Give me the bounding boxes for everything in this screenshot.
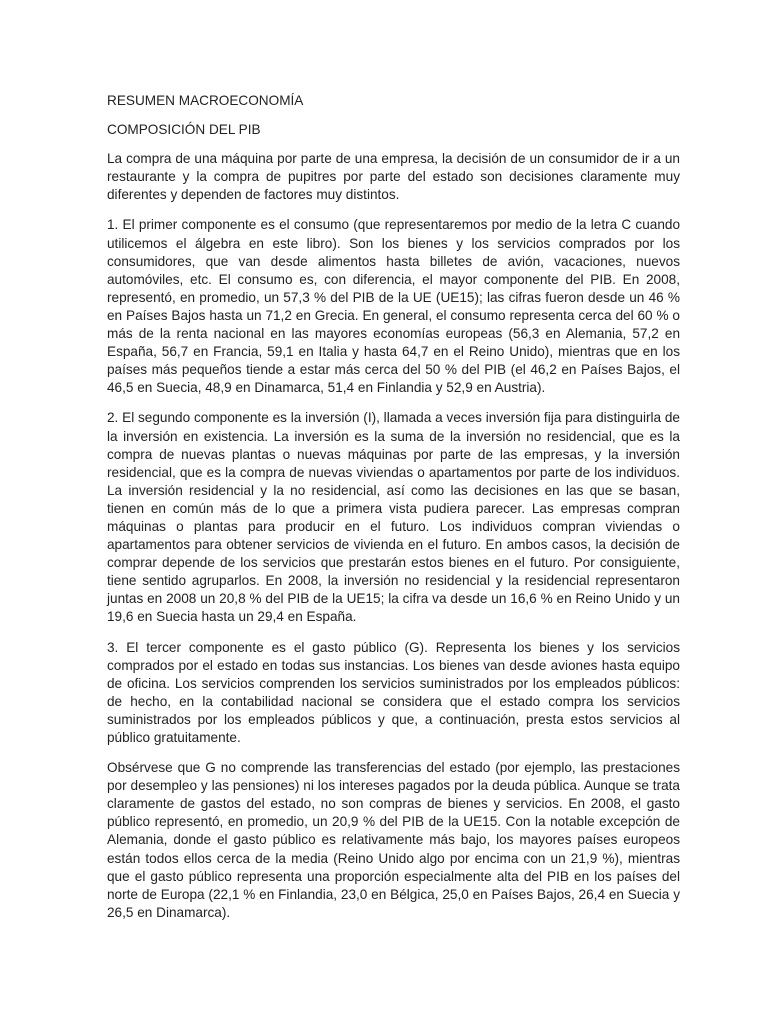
- section-heading: COMPOSICIÓN DEL PIB: [107, 122, 261, 138]
- paragraph-inversion: 2. El segundo componente es la inversión (I), llamada a veces inversión fija para distinguirla de la inversión en existencia. La inversión es la suma de la inversión no residencial, que es la compra de nuevas plantas o nuevas máquinas por parte de las empresas, y la inversión residencial, que es la compra de nuevas viviendas o apartamentos por parte de los individuos. La inversión residencial y la no residencial, así como las decisiones en las que se basan, tienen en común más de lo que a primera vista pudiera parecer. Las empresas compran máquinas o plantas para producir en el futuro. Los individuos compran viviendas o apartamentos para obtener servicios de vivienda en el futuro. En ambos casos, la decisión de comprar depende de los servicios que prestarán estos bienes en el futuro. Por consiguiente, tiene sentido agruparlos. En 2008, la inversión no residencial y la residencial representaron juntas en 2008 un 20,8 % del PIB de la UE15; la cifra va desde un 16,6 % en Reino Unido y un 19,6 en Suecia hasta un 29,4 en España.: [107, 410, 680, 625]
- paragraph-observacion: Obsérvese que G no comprende las transferencias del estado (por ejemplo, las prestaciones por desempleo y las pensiones) ni los intereses pagados por la deuda pública. Aunque se trata claramente de gastos del estado, no son compras de bienes y servicios. En 2008, el gasto público representó, en promedio, un 20,9 % del PIB de la UE15. Con la notable excepción de Alemania, donde el gasto público es relativamente más bajo, los mayores países europeos están todos ellos cerca de la media (Reino Unido algo por encima con un 21,9 %), mientras que el gasto público representa una proporción especialmente alta del PIB en los países del norte de Europa (22,1 % en Finlandia, 23,0 en Bélgica, 25,0 en Países Bajos, 26,4 en Suecia y 26,5 en Dinamarca).: [107, 760, 680, 920]
- paragraph-consumo: 1. El primer componente es el consumo (que representaremos por medio de la letra C cuando utilicemos el álgebra en este libro). Son los bienes y los servicios comprados por los consumidores, que van desde alimentos hasta billetes de avión, vacaciones, nuevos automóviles, etc. El consumo es, con diferencia, el mayor componente del PIB. En 2008, representó, en promedio, un 57,3 % del PIB de la UE (UE15); las cifras fueron desde un 46 % en Países Bajos hasta un 71,2 en Grecia. En general, el consumo representa cerca del 60 % o más de la renta nacional en las mayores economías europeas (56,3 en Alemania, 57,2 en España, 56,7 en Francia, 59,1 en Italia y hasta 64,7 en el Reino Unido), mientras que en los países más pequeños tiende a estar más cerca del 50 % del PIB (el 46,2 en Países Bajos, el 46,5 en Suecia, 48,9 en Dinamarca, 51,4 en Finlandia y 52,9 en Austria).: [107, 217, 680, 396]
- paragraph-gasto-publico: 3. El tercer componente es el gasto público (G). Representa los bienes y los servicios comprados por el estado en todas sus instancias. Los bienes van desde aviones hasta equipo de oficina. Los servicios comprenden los servicios suministrados por los empleados públicos: de hecho, en la contabilidad nacional se considera que el estado compra los servicios suministrados por los empleados públicos y que, a continuación, presta estos servicios al público gratuitamente.: [107, 639, 680, 745]
- intro-paragraph: La compra de una máquina por parte de una empresa, la decisión de un consumidor de ir a un restaurante y la compra de pupitres por parte del estado son decisiones claramente muy diferentes y dependen de factores muy distintos.: [107, 151, 680, 203]
- document-title: RESUMEN MACROECONOMÍA: [107, 93, 304, 108]
